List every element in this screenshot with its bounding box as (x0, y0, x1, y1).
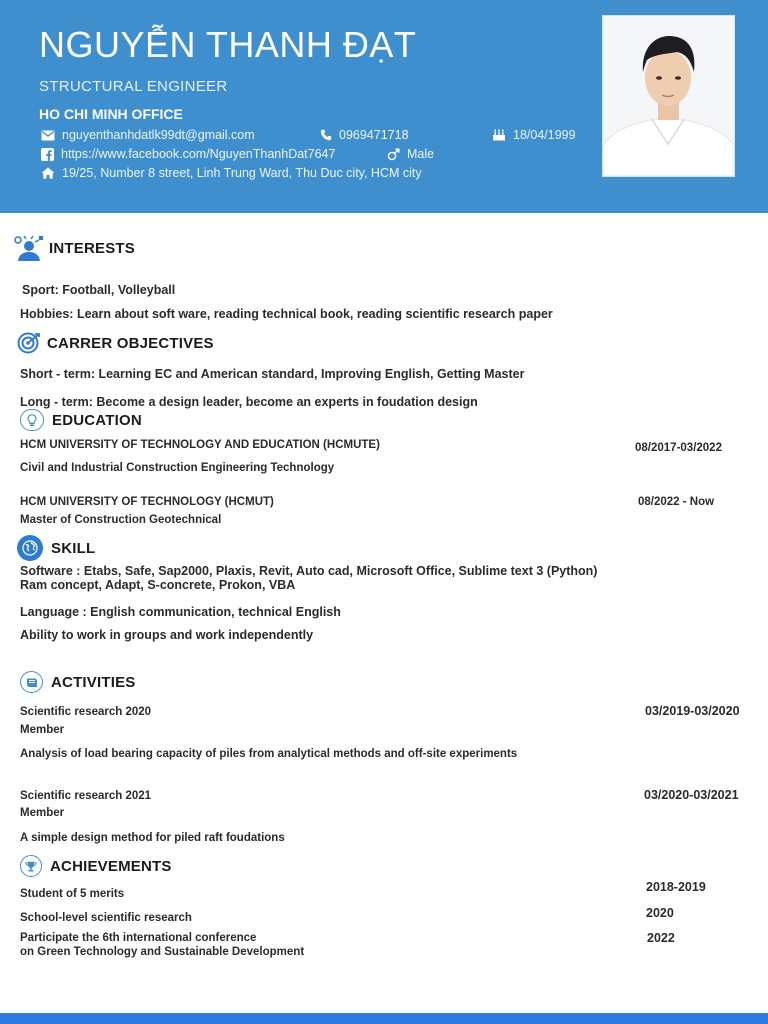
achievement-1: Student of 5 merits (20, 888, 125, 900)
person-photo-icon (603, 16, 734, 176)
header-banner (0, 0, 768, 213)
activity-date-2: 03/2020-03/2021 (644, 788, 739, 802)
skill-language: Language : English communication, technical English (20, 605, 341, 619)
achievement-year-2: 2020 (646, 906, 674, 920)
education-title: EDUCATION (52, 411, 142, 429)
education-school-1: HCM UNIVERSITY OF TECHNOLOGY AND EDUCATION (HCMUTE) (20, 439, 380, 451)
achievement-2: School-level scientific research (20, 912, 192, 924)
objective-short-term: Short - term: Learning EC and American standard, Improving English, Getting Master (20, 367, 525, 381)
skill-section-heading (17, 535, 95, 561)
interests-icon (13, 234, 45, 262)
achievement-year-3: 2022 (647, 931, 675, 945)
phone-text: 0969471718 (339, 128, 409, 142)
skill-software-line-1: Software : Etabs, Safe, Sap2000, Plaxis, Revit, Auto cad, Microsoft Office, Sublime text 3 (Python) (20, 564, 598, 578)
objectives-section-heading (17, 332, 214, 354)
birthday-contact (492, 128, 576, 142)
education-major-2: Master of Construction Geotechnical (20, 514, 222, 526)
skill-title: SKILL (51, 539, 96, 557)
footer-bar (0, 1013, 768, 1024)
gender-text: Male (407, 147, 435, 161)
education-date-2: 08/2022 - Now (638, 496, 715, 508)
achievement-3-line-2: on Green Technology and Sustainable Development (20, 946, 305, 958)
facebook-contact[interactable] (41, 147, 335, 161)
male-icon (387, 148, 400, 161)
interests-sport: Sport: Football, Volleyball (22, 283, 176, 297)
birthday-text: 18/04/1999 (513, 128, 576, 142)
facebook-icon (41, 148, 54, 161)
address-text: 19/25, Number 8 street, Linh Trung Ward, Thu Duc city, HCM city (62, 166, 422, 180)
education-major-1: Civil and Industrial Construction Engineering Technology (20, 462, 335, 474)
lightbulb-icon (20, 409, 44, 431)
activity-name-2: Scientific research 2021 (20, 790, 152, 802)
activities-section-heading (20, 671, 136, 693)
activities-title: ACTIVITIES (51, 673, 136, 691)
globe-icon (17, 535, 43, 561)
interests-section-heading (13, 234, 135, 262)
profile-photo (602, 15, 735, 177)
gender-contact (387, 147, 434, 161)
activity-date-1: 03/2019-03/2020 (645, 704, 740, 718)
cake-icon (492, 129, 506, 141)
education-school-2: HCM UNIVERSITY OF TECHNOLOGY (HCMUT) (20, 496, 274, 508)
education-section-heading (20, 409, 142, 431)
activity-role-2: Member (20, 807, 65, 819)
book-icon (20, 671, 43, 693)
job-title: STRUCTURAL ENGINEER (39, 78, 228, 95)
activity-role-1: Member (20, 724, 65, 736)
interests-hobbies: Hobbies: Learn about soft ware, reading technical book, reading scientific research paper (20, 307, 553, 321)
trophy-icon (20, 855, 42, 877)
objective-long-term: Long - term: Become a design leader, become an experts in foudation design (20, 395, 478, 409)
skill-ability: Ability to work in groups and work independently (20, 628, 314, 642)
candidate-name: NGUYỄN THANH ĐẠT (39, 24, 417, 65)
objectives-title: CARRER OBJECTIVES (47, 334, 214, 352)
achievement-3-line-1: Participate the 6th international conference (20, 932, 257, 944)
office-location: HO CHI MINH OFFICE (39, 106, 183, 122)
skill-software-line-2: Ram concept, Adapt, S-concrete, Prokon, VBA (20, 578, 296, 592)
interests-title: INTERESTS (49, 239, 135, 257)
activity-name-1: Scientific research 2020 (20, 706, 152, 718)
education-date-1: 08/2017-03/2022 (635, 442, 722, 454)
achievements-section-heading (20, 855, 172, 877)
activity-desc-2: A simple design method for piled raft foudations (20, 832, 285, 844)
envelope-icon (41, 130, 55, 141)
email-contact[interactable] (41, 128, 255, 142)
facebook-text: https://www.facebook.com/NguyenThanhDat7647 (61, 147, 336, 161)
home-icon (41, 167, 55, 179)
phone-icon (320, 129, 332, 141)
activity-desc-1: Analysis of load bearing capacity of piles from analytical methods and off-site experiments (20, 748, 518, 760)
phone-contact[interactable] (320, 128, 409, 142)
address-contact (41, 166, 422, 180)
achievement-year-1: 2018-2019 (646, 880, 706, 894)
achievements-title: ACHIEVEMENTS (50, 857, 172, 875)
target-icon (17, 332, 41, 354)
email-text: nguyenthanhdatlk99dt@gmail.com (62, 128, 255, 142)
